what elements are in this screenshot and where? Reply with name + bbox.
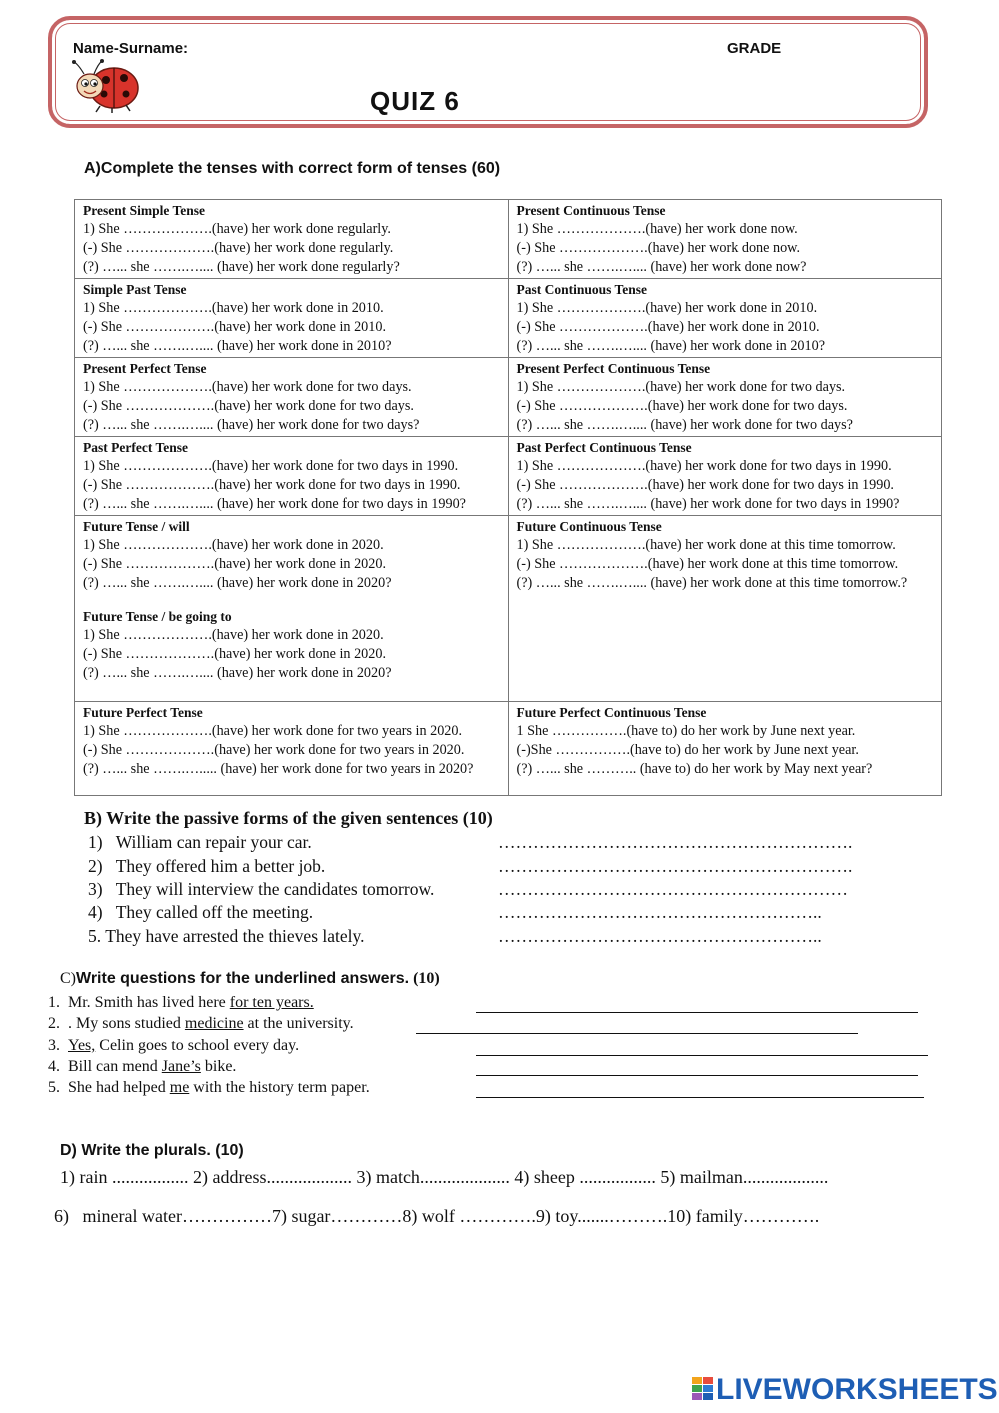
underlined-answer: Yes, — [68, 1037, 96, 1054]
tense-line: (-) She ……………….(have) her work done in 2010. — [83, 319, 386, 335]
tense-line: (-) She ……………….(have) her work done regularly. — [83, 240, 394, 256]
item-number: 3) — [88, 879, 103, 899]
tense-line: 1) She ……………….(have) her work done in 2020. — [83, 537, 384, 553]
tense-line: (?) …... she …….…..... (have) her work done for two years in 2020? — [83, 761, 474, 777]
tense-name: Present Perfect Tense — [83, 361, 207, 376]
item-text: Celin goes to school every day. — [95, 1037, 300, 1054]
table-row — [75, 437, 942, 516]
item-text: at the university. — [243, 1015, 354, 1032]
tense-line: (?) …... she …….….... (have) her work done for two days in 1990? — [83, 496, 466, 512]
tense-line: 1 She …………….(have to) do her work by June next year. — [516, 723, 856, 739]
quiz-title: QUIZ 6 — [370, 86, 460, 116]
item-text: She had helped — [68, 1079, 170, 1096]
liveworksheets-logo-icon — [692, 1377, 714, 1401]
plurals-line-2 — [54, 1206, 819, 1227]
tense-line: (-) She ……………….(have) her work done for two days. — [516, 398, 848, 414]
tense-line: (?) …... she …….….... (have) her work done for two days? — [83, 417, 420, 433]
name-surname-label: Name-Surname: — [73, 40, 189, 57]
item-sentence: They will interview the candidates tomorrow. — [115, 879, 435, 899]
item-number: 1. — [48, 994, 60, 1011]
tense-line: (?) …... she ……….. (have to) do her work by May next year? — [516, 761, 873, 777]
answer-blank[interactable]: …………………………………………………… — [498, 879, 848, 899]
tense-cell — [75, 702, 509, 796]
tense-line: 1) She ……………….(have) her work done at this time tomorrow. — [516, 537, 896, 553]
tense-cell — [508, 437, 942, 516]
tenses-table — [74, 199, 942, 796]
tense-name: Past Perfect Tense — [83, 440, 188, 455]
tense-name: Future Perfect Tense — [83, 705, 203, 720]
item-number: 4) — [88, 902, 103, 922]
tense-name: Future Tense / be going to — [83, 609, 232, 624]
tense-cell — [508, 516, 942, 702]
tense-line: (-) She ……………….(have) her work done at this time tomorrow. — [516, 556, 899, 572]
tense-line: (?) …... she …….….... (have) her work done at this time tomorrow.? — [516, 575, 908, 591]
underlined-answer: medicine — [184, 1015, 244, 1032]
item-text: bike. — [200, 1058, 237, 1075]
tense-line: (-) She ……………….(have) her work done for two days in 1990. — [516, 477, 894, 493]
tense-name: Present Continuous Tense — [516, 203, 666, 218]
item-text: . My sons studied — [68, 1015, 185, 1032]
tense-cell — [508, 358, 942, 437]
table-row — [75, 200, 942, 279]
tense-name: Past Continuous Tense — [516, 282, 648, 297]
tense-cell — [75, 437, 509, 516]
tense-cell — [508, 279, 942, 358]
underlined-answer: me — [169, 1079, 190, 1096]
tense-line: (?) …... she …….….... (have) her work done for two days in 1990? — [516, 496, 900, 512]
list-item — [48, 1079, 370, 1097]
item-number: 2) — [88, 856, 103, 876]
answer-line[interactable] — [476, 1012, 918, 1013]
tense-line: (?) …... she …….….... (have) her work done now? — [516, 259, 807, 275]
tense-name: Future Perfect Continuous Tense — [516, 705, 707, 720]
section-c-prefix: C) — [60, 970, 76, 987]
plurals-line-1: 1) rain ................. 2) address................... 3) match.................... 4) sheep ................. 5) mailman................... — [60, 1167, 829, 1187]
tense-line: (?) …... she …….….... (have) her work done in 2010? — [83, 338, 392, 354]
tense-line: 1) She ……………….(have) her work done for two days in 1990. — [83, 458, 459, 474]
list-item — [48, 1037, 299, 1055]
table-row — [75, 358, 942, 437]
answer-line[interactable] — [416, 1033, 858, 1034]
item-text: Bill can mend — [68, 1058, 162, 1075]
item-number: 2. — [48, 1015, 60, 1032]
tense-line: (-) She ……………….(have) her work done for two years in 2020. — [83, 742, 465, 758]
tense-line: (?) …... she …….….... (have) her work done regularly? — [83, 259, 400, 275]
section-c-heading: Write questions for the underlined answers. — [76, 970, 410, 987]
tense-line: 1) She ……………….(have) her work done for two days. — [516, 379, 846, 395]
tense-line: 1) She ……………….(have) her work done for two years in 2020. — [83, 723, 463, 739]
tense-cell — [508, 702, 942, 796]
tense-cell — [75, 516, 509, 702]
list-item — [48, 1015, 354, 1033]
liveworksheets-logo[interactable]: LIVEWORKSHEETS — [716, 1373, 998, 1406]
tense-line: 1) She ……………….(have) her work done in 2020. — [83, 627, 384, 643]
answer-line[interactable] — [476, 1097, 924, 1098]
section-c-title — [60, 970, 440, 988]
tense-cell — [75, 200, 509, 279]
tense-name: Simple Past Tense — [83, 282, 187, 297]
tense-line: (?) …... she …….….... (have) her work done in 2020? — [83, 665, 392, 681]
list-item — [88, 902, 313, 923]
answer-line[interactable] — [476, 1075, 918, 1076]
header-frame — [48, 16, 928, 128]
item-text: with the history term paper. — [189, 1079, 370, 1096]
list-item — [88, 832, 312, 853]
section-d-title: D) Write the plurals. (10) — [60, 1142, 244, 1159]
tense-line: 1) She ……………….(have) her work done for two days in 1990. — [516, 458, 892, 474]
item-number: 3. — [48, 1037, 60, 1054]
item-sentence: They called off the meeting. — [115, 902, 314, 922]
item-text: Mr. Smith has lived here — [68, 994, 230, 1011]
item-number: 5. — [48, 1079, 60, 1096]
list-item — [88, 856, 325, 877]
underlined-answer: for ten years. — [229, 994, 314, 1011]
answer-blank[interactable]: ……………………………………………………. — [498, 856, 853, 876]
answer-blank[interactable]: ……………………………………………….. — [498, 926, 822, 946]
tense-name: Present Perfect Continuous Tense — [516, 361, 711, 376]
item-sentence: They have arrested the thieves lately. — [105, 926, 365, 946]
tense-line: 1) She ……………….(have) her work done regularly. — [83, 221, 391, 237]
tense-line: (?) …... she …….….... (have) her work done for two days? — [516, 417, 853, 433]
tense-cell — [508, 200, 942, 279]
tense-name: Present Simple Tense — [83, 203, 206, 218]
table-row — [75, 702, 942, 796]
tense-name: Future Continuous Tense — [516, 519, 662, 534]
answer-blank[interactable]: ……………………………………………………. — [498, 832, 853, 852]
item-number: 4. — [48, 1058, 60, 1075]
tense-line: (?) …... she …….….... (have) her work done in 2010? — [516, 338, 825, 354]
underlined-answer: Jane’s — [161, 1058, 201, 1075]
item-sentence: William can repair your car. — [115, 832, 312, 852]
tense-name: Future Tense / will — [83, 519, 190, 534]
tense-cell — [75, 279, 509, 358]
tense-line: 1) She ……………….(have) her work done in 2010. — [516, 300, 818, 316]
ladybug-icon — [70, 58, 142, 114]
list-item — [48, 994, 314, 1012]
item-number: 5. — [88, 926, 102, 946]
grade-label: GRADE — [727, 40, 782, 57]
tense-line: (?) …... she …….….... (have) her work done in 2020? — [83, 575, 392, 591]
answer-blank[interactable]: ……………………………………………….. — [498, 902, 822, 922]
list-item — [48, 1058, 236, 1076]
section-a-title: A)Complete the tenses with correct form of tenses (60) — [84, 160, 501, 177]
tense-cell — [75, 358, 509, 437]
table-row — [75, 279, 942, 358]
tense-line: (-) She ……………….(have) her work done in 2020. — [83, 556, 386, 572]
tense-line: (-)She …………….(have to) do her work by June next year. — [516, 742, 859, 758]
section-b-title: B) Write the passive forms of the given sentences (10) — [84, 808, 493, 828]
section-c-points: (10) — [413, 970, 440, 987]
item-number: 1) — [88, 832, 103, 852]
tense-name: Past Perfect Continuous Tense — [516, 440, 692, 455]
tense-line: (-) She ……………….(have) her work done for two days in 1990. — [83, 477, 461, 493]
tense-line: (-) She ……………….(have) her work done for two days. — [83, 398, 414, 414]
tense-line: (-) She ……………….(have) her work done in 2020. — [83, 646, 386, 662]
tense-line: 1) She ……………….(have) her work done in 2010. — [83, 300, 384, 316]
tense-line: (-) She ……………….(have) her work done in 2010. — [516, 319, 820, 335]
item-sentence: They offered him a better job. — [115, 856, 326, 876]
list-item — [88, 879, 434, 900]
item-number: 6) — [54, 1206, 69, 1226]
tense-line: 1) She ……………….(have) her work done now. — [516, 221, 798, 237]
table-row — [75, 516, 942, 702]
tense-line: 1) She ……………….(have) her work done for two days. — [83, 379, 412, 395]
answer-line[interactable] — [476, 1055, 928, 1056]
plurals-items: mineral water……………7) sugar…………8) wolf ………….9) toy.......……….10) family…………. — [82, 1206, 820, 1226]
list-item — [88, 926, 365, 947]
tense-line: (-) She ……………….(have) her work done now. — [516, 240, 801, 256]
